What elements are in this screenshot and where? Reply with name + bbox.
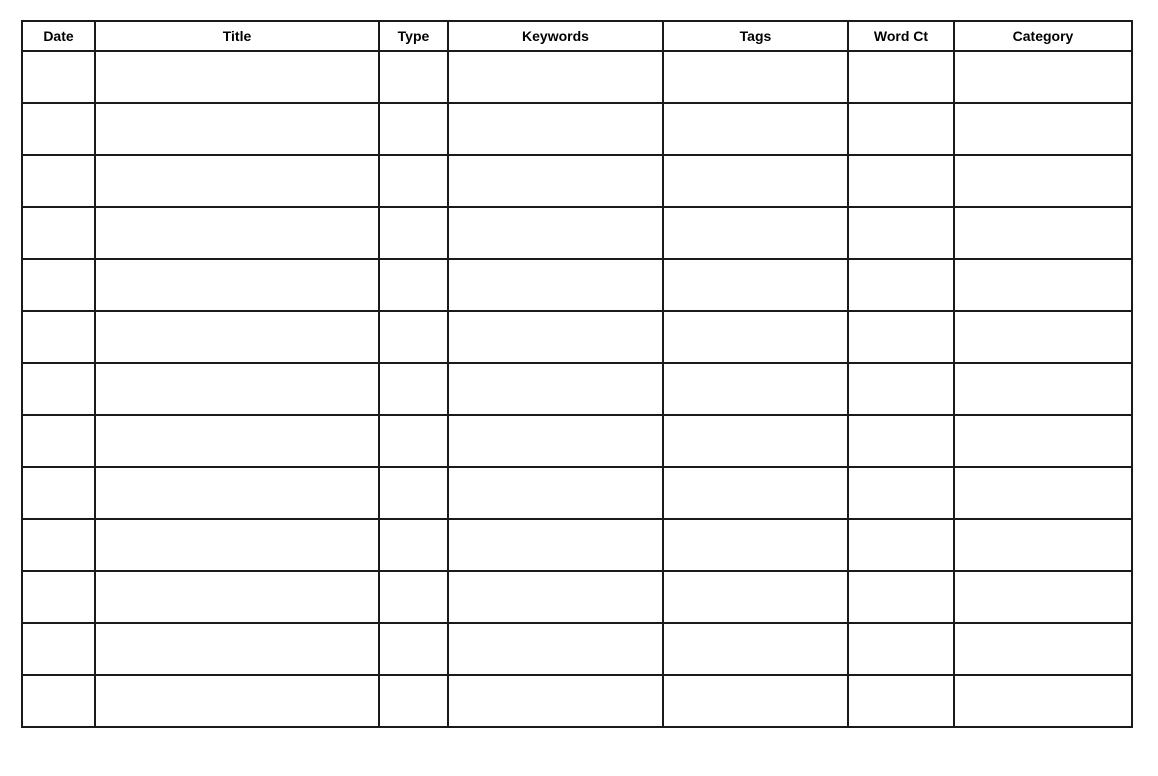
cell-date[interactable] <box>22 467 95 519</box>
cell-tags[interactable] <box>663 155 848 207</box>
cell-keywords[interactable] <box>448 311 663 363</box>
cell-word-ct[interactable] <box>848 51 954 103</box>
cell-category[interactable] <box>954 51 1132 103</box>
cell-title[interactable] <box>95 519 379 571</box>
cell-title[interactable] <box>95 571 379 623</box>
table-row <box>22 363 1132 415</box>
column-header-word-ct: Word Ct <box>848 21 954 51</box>
cell-keywords[interactable] <box>448 519 663 571</box>
cell-type[interactable] <box>379 675 448 727</box>
cell-keywords[interactable] <box>448 675 663 727</box>
cell-word-ct[interactable] <box>848 363 954 415</box>
cell-word-ct[interactable] <box>848 519 954 571</box>
cell-type[interactable] <box>379 259 448 311</box>
cell-keywords[interactable] <box>448 155 663 207</box>
cell-date[interactable] <box>22 363 95 415</box>
cell-tags[interactable] <box>663 519 848 571</box>
cell-date[interactable] <box>22 259 95 311</box>
cell-category[interactable] <box>954 259 1132 311</box>
cell-category[interactable] <box>954 623 1132 675</box>
column-header-date: Date <box>22 21 95 51</box>
table-row <box>22 103 1132 155</box>
cell-word-ct[interactable] <box>848 103 954 155</box>
table-row <box>22 51 1132 103</box>
cell-keywords[interactable] <box>448 467 663 519</box>
cell-keywords[interactable] <box>448 259 663 311</box>
cell-category[interactable] <box>954 675 1132 727</box>
cell-date[interactable] <box>22 623 95 675</box>
cell-type[interactable] <box>379 51 448 103</box>
cell-title[interactable] <box>95 467 379 519</box>
cell-date[interactable] <box>22 571 95 623</box>
column-header-tags: Tags <box>663 21 848 51</box>
cell-category[interactable] <box>954 519 1132 571</box>
cell-title[interactable] <box>95 623 379 675</box>
table-row <box>22 675 1132 727</box>
cell-keywords[interactable] <box>448 415 663 467</box>
cell-type[interactable] <box>379 623 448 675</box>
table-row <box>22 259 1132 311</box>
cell-category[interactable] <box>954 363 1132 415</box>
cell-tags[interactable] <box>663 259 848 311</box>
cell-keywords[interactable] <box>448 623 663 675</box>
cell-type[interactable] <box>379 155 448 207</box>
cell-title[interactable] <box>95 155 379 207</box>
cell-category[interactable] <box>954 155 1132 207</box>
cell-title[interactable] <box>95 311 379 363</box>
cell-category[interactable] <box>954 467 1132 519</box>
cell-date[interactable] <box>22 415 95 467</box>
cell-date[interactable] <box>22 311 95 363</box>
cell-keywords[interactable] <box>448 103 663 155</box>
cell-type[interactable] <box>379 571 448 623</box>
table-row <box>22 207 1132 259</box>
column-header-keywords: Keywords <box>448 21 663 51</box>
cell-tags[interactable] <box>663 623 848 675</box>
cell-category[interactable] <box>954 571 1132 623</box>
column-header-type: Type <box>379 21 448 51</box>
cell-type[interactable] <box>379 519 448 571</box>
table-row <box>22 623 1132 675</box>
cell-title[interactable] <box>95 259 379 311</box>
table-header <box>22 21 1132 51</box>
cell-title[interactable] <box>95 51 379 103</box>
cell-word-ct[interactable] <box>848 207 954 259</box>
table-row <box>22 467 1132 519</box>
cell-date[interactable] <box>22 51 95 103</box>
cell-title[interactable] <box>95 103 379 155</box>
cell-date[interactable] <box>22 675 95 727</box>
cell-date[interactable] <box>22 103 95 155</box>
cell-word-ct[interactable] <box>848 155 954 207</box>
cell-type[interactable] <box>379 207 448 259</box>
cell-tags[interactable] <box>663 103 848 155</box>
cell-category[interactable] <box>954 207 1132 259</box>
cell-type[interactable] <box>379 363 448 415</box>
cell-word-ct[interactable] <box>848 311 954 363</box>
cell-tags[interactable] <box>663 467 848 519</box>
cell-category[interactable] <box>954 103 1132 155</box>
cell-category[interactable] <box>954 415 1132 467</box>
content-log-table <box>21 20 1133 728</box>
header-row <box>22 21 1132 51</box>
table-row <box>22 311 1132 363</box>
cell-keywords[interactable] <box>448 363 663 415</box>
cell-category[interactable] <box>954 311 1132 363</box>
cell-word-ct[interactable] <box>848 467 954 519</box>
column-header-title: Title <box>95 21 379 51</box>
cell-type[interactable] <box>379 103 448 155</box>
table-row <box>22 415 1132 467</box>
cell-word-ct[interactable] <box>848 623 954 675</box>
cell-title[interactable] <box>95 415 379 467</box>
cell-tags[interactable] <box>663 51 848 103</box>
cell-type[interactable] <box>379 467 448 519</box>
column-header-category: Category <box>954 21 1132 51</box>
table-row <box>22 155 1132 207</box>
table-row <box>22 571 1132 623</box>
cell-keywords[interactable] <box>448 571 663 623</box>
cell-type[interactable] <box>379 311 448 363</box>
table-row <box>22 519 1132 571</box>
cell-word-ct[interactable] <box>848 675 954 727</box>
cell-word-ct[interactable] <box>848 259 954 311</box>
cell-title[interactable] <box>95 675 379 727</box>
table-body <box>22 51 1132 727</box>
cell-tags[interactable] <box>663 363 848 415</box>
cell-tags[interactable] <box>663 571 848 623</box>
cell-date[interactable] <box>22 207 95 259</box>
cell-type[interactable] <box>379 415 448 467</box>
cell-date[interactable] <box>22 519 95 571</box>
cell-title[interactable] <box>95 363 379 415</box>
cell-title[interactable] <box>95 207 379 259</box>
cell-word-ct[interactable] <box>848 415 954 467</box>
cell-word-ct[interactable] <box>848 571 954 623</box>
cell-keywords[interactable] <box>448 51 663 103</box>
cell-tags[interactable] <box>663 675 848 727</box>
cell-tags[interactable] <box>663 415 848 467</box>
cell-date[interactable] <box>22 155 95 207</box>
cell-tags[interactable] <box>663 207 848 259</box>
cell-tags[interactable] <box>663 311 848 363</box>
cell-keywords[interactable] <box>448 207 663 259</box>
